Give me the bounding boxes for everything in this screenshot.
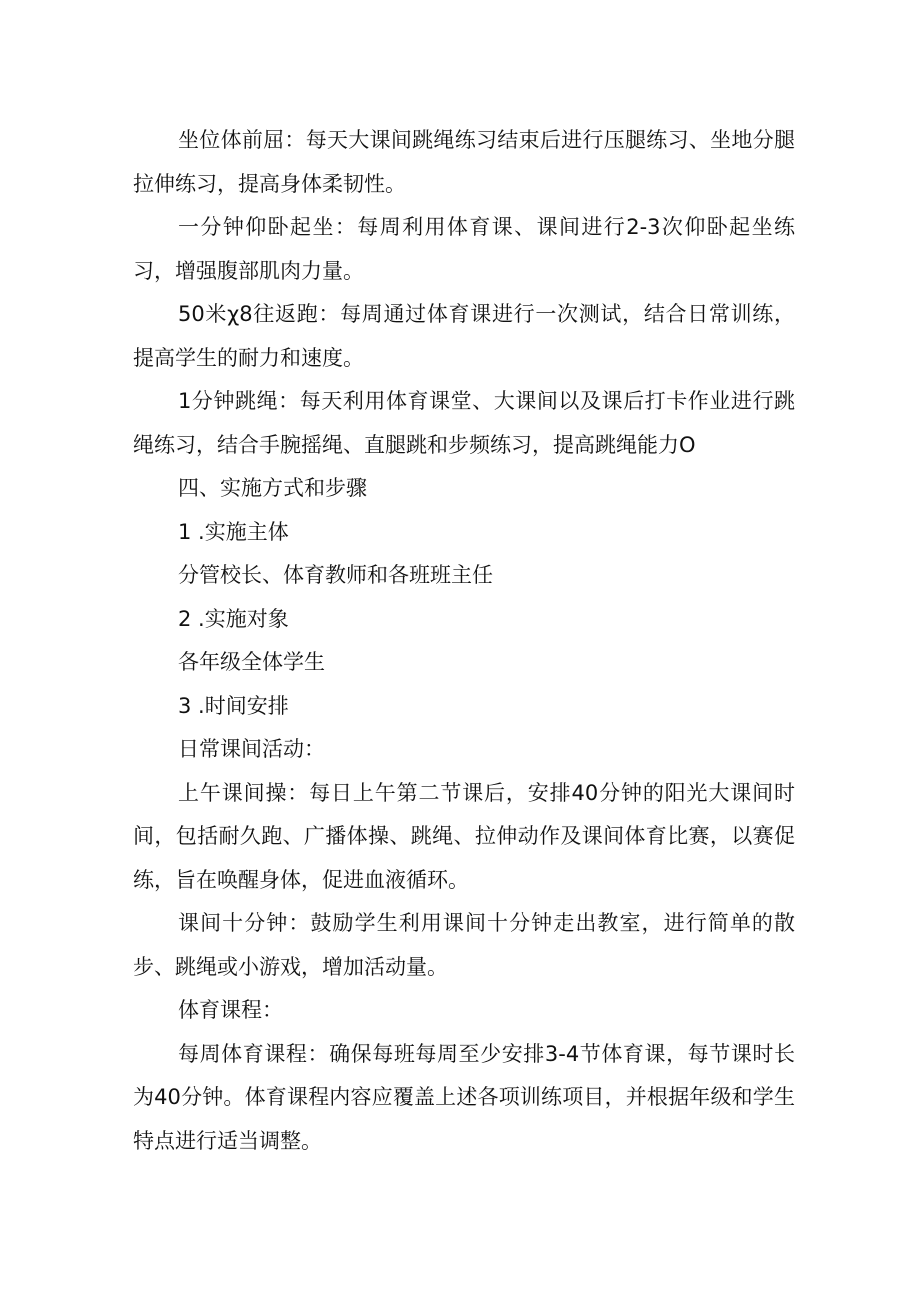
- paragraph-rope-skipping: 1分钟跳绳：每天利用体育课堂、大课间以及课后打卡作业进行跳绳练习，结合手腕摇绳、直腿跳和步频练习，提高跳绳能力O: [133, 389, 795, 457]
- paragraph-weekly-pe: 每周体育课程：确保每班每周至少安排3-4节体育课，每节课时长为40分钟。体育课程内容应覆盖上述各项训练项目，并根据年级和学生特点进行适当调整。: [133, 1041, 795, 1153]
- document-body: [133, 119, 795, 1163]
- paragraph-ten-minute-break: 课间十分钟：鼓励学生利用课间十分钟走出教室，进行简单的散步、跳绳或小游戏，增加活动量。: [133, 911, 795, 979]
- list-item-target: 2 .实施对象: [178, 606, 289, 631]
- section-heading-implementation: 四、实施方式和步骤: [178, 476, 367, 500]
- paragraph-subject-detail: 分管校长、体育教师和各班班主任: [178, 563, 493, 587]
- paragraph-target-detail: 各年级全体学生: [178, 650, 325, 674]
- list-item-schedule: 3 .时间安排: [178, 693, 289, 718]
- paragraph-shuttle-run: 50米χ8往返跑：每周通过体育课进行一次测试，结合日常训练，提高学生的耐力和速度。: [133, 302, 795, 370]
- subheading-daily-activities: 日常课间活动：: [178, 737, 325, 761]
- paragraph-sit-ups: 一分钟仰卧起坐：每周利用体育课、课间进行2-3次仰卧起坐练习，增强腹部肌肉力量。: [133, 215, 795, 283]
- paragraph-sit-and-reach: 坐位体前屈：每天大课间跳绳练习结束后进行压腿练习、坐地分腿拉伸练习，提高身体柔韧性。: [133, 128, 795, 196]
- list-item-subject: 1 .实施主体: [178, 519, 289, 544]
- paragraph-morning-exercise: 上午课间操：每日上午第二节课后，安排40分钟的阳光大课间时间，包括耐久跑、广播体操、跳绳、拉伸动作及课间体育比赛，以赛促练，旨在唤醒身体，促进血液循环。: [133, 780, 795, 892]
- subheading-pe-course: 体育课程：: [178, 998, 283, 1022]
